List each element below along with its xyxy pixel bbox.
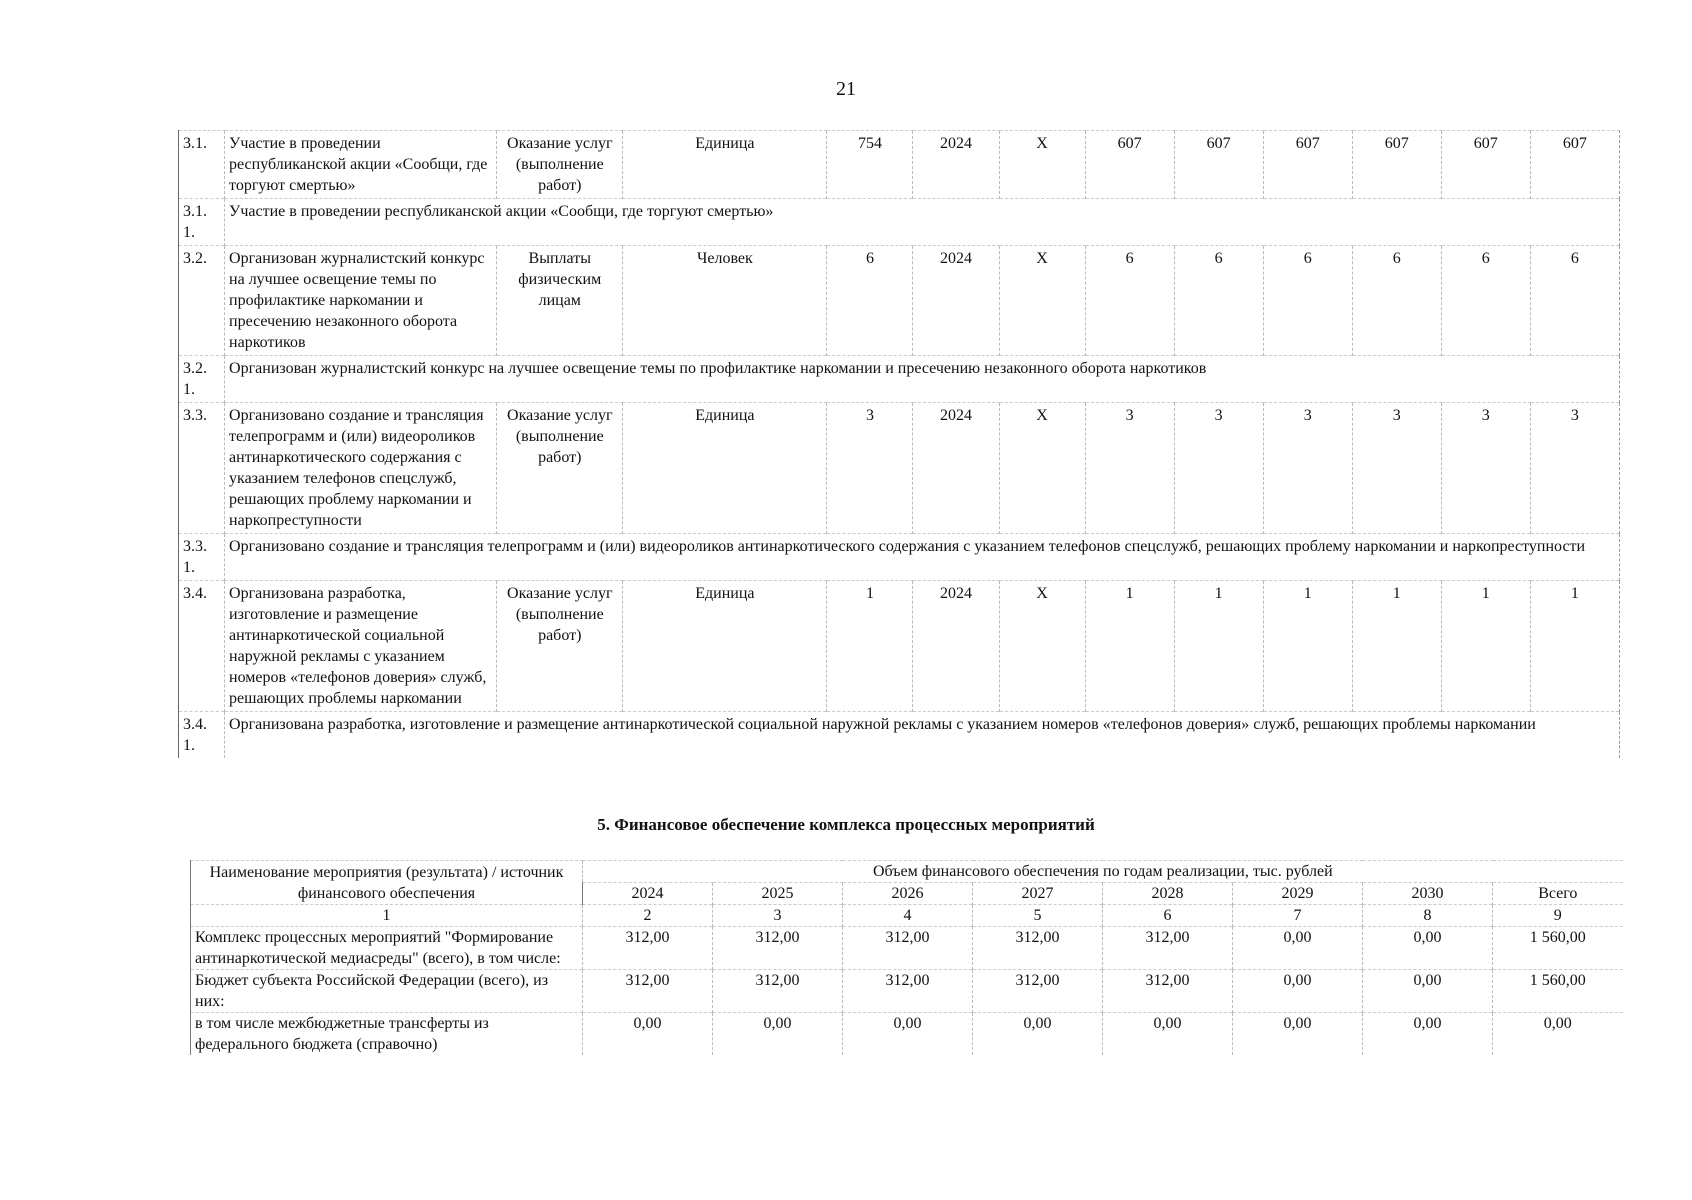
result-okei: 6 (827, 246, 913, 356)
results-table (178, 130, 1620, 758)
result-year-value: 6 (1441, 246, 1530, 356)
finance-row-name: Бюджет субъекта Российской Федерации (всего), из них: (191, 970, 583, 1013)
finance-value: 0,00 (843, 1013, 973, 1056)
finance-value: 0,00 (1493, 1013, 1623, 1056)
finance-year-header: 2028 (1103, 883, 1233, 905)
result-number: 3.3. (179, 403, 225, 534)
result-okei: 1 (827, 581, 913, 712)
finance-column-number: 6 (1103, 905, 1233, 927)
result-number: 3.1. (179, 131, 225, 199)
result-unit: Единица (623, 131, 827, 199)
finance-value: 0,00 (973, 1013, 1103, 1056)
result-year-value: 1 (1441, 581, 1530, 712)
result-row (179, 246, 1620, 356)
result-name: Организовано создание и трансляция телепрограмм и (или) видеороликов антинаркотического содержания с указанием телефонов спецслужб, решающих проблему наркомании и наркопреступности (225, 403, 497, 534)
result-base-year: 2024 (913, 246, 999, 356)
finance-year-header: 2026 (843, 883, 973, 905)
result-year-value: 1 (1174, 581, 1263, 712)
finance-year-header: 2027 (973, 883, 1103, 905)
result-subrow (179, 712, 1620, 759)
result-base-year: 2024 (913, 403, 999, 534)
finance-year-header: Всего (1493, 883, 1623, 905)
page-number: 21 (836, 78, 856, 100)
result-year-value: 3 (1352, 403, 1441, 534)
result-year-value: 3 (1085, 403, 1174, 534)
finance-column-number: 3 (713, 905, 843, 927)
result-year-value: 1 (1530, 581, 1619, 712)
subresult-number: 3.2. 1. (179, 356, 225, 403)
result-number: 3.4. (179, 581, 225, 712)
finance-value: 0,00 (1103, 1013, 1233, 1056)
result-type: Оказание услуг (выполнение работ) (497, 403, 623, 534)
result-unit: Единица (623, 403, 827, 534)
result-year-value: 3 (1174, 403, 1263, 534)
finance-column-number: 9 (1493, 905, 1623, 927)
finance-year-header: 2030 (1363, 883, 1493, 905)
finance-column-number: 5 (973, 905, 1103, 927)
finance-value: 312,00 (1103, 970, 1233, 1013)
finance-value: 312,00 (973, 970, 1103, 1013)
result-year-value: 3 (1441, 403, 1530, 534)
finance-value: 0,00 (1363, 1013, 1493, 1056)
finance-row-name: Комплекс процессных мероприятий "Формирование антинаркотической медиасреды" (всего), в том числе: (191, 927, 583, 970)
result-year-value: 1 (1263, 581, 1352, 712)
finance-value: 0,00 (1233, 1013, 1363, 1056)
result-year-value: 607 (1530, 131, 1619, 199)
finance-value: 312,00 (713, 970, 843, 1013)
result-type: Оказание услуг (выполнение работ) (497, 131, 623, 199)
result-unit: Человек (623, 246, 827, 356)
finance-value: 312,00 (583, 927, 713, 970)
finance-column-number: 1 (191, 905, 583, 927)
result-type: Выплаты физическим лицам (497, 246, 623, 356)
finance-value: 1 560,00 (1493, 927, 1623, 970)
result-year-value: 1 (1085, 581, 1174, 712)
result-subrow (179, 199, 1620, 246)
finance-table (190, 860, 1623, 1055)
result-base-value: X (999, 581, 1085, 712)
finance-value: 0,00 (1363, 970, 1493, 1013)
finance-value: 1 560,00 (1493, 970, 1623, 1013)
result-unit: Единица (623, 581, 827, 712)
result-row (179, 131, 1620, 199)
finance-value: 312,00 (973, 927, 1103, 970)
result-year-value: 607 (1263, 131, 1352, 199)
finance-value: 0,00 (713, 1013, 843, 1056)
subresult-number: 3.4. 1. (179, 712, 225, 759)
result-year-value: 1 (1352, 581, 1441, 712)
subresult-text: Организован журналистский конкурс на лучшее освещение темы по профилактике наркомании и пресечению незаконного оборота наркотиков (225, 356, 1620, 403)
finance-row (191, 1013, 1623, 1056)
subresult-number: 3.3. 1. (179, 534, 225, 581)
finance-value: 0,00 (1233, 970, 1363, 1013)
result-year-value: 3 (1263, 403, 1352, 534)
finance-value: 312,00 (713, 927, 843, 970)
finance-row (191, 927, 1623, 970)
subresult-number: 3.1. 1. (179, 199, 225, 246)
subresult-text: Организовано создание и трансляция телепрограмм и (или) видеороликов антинаркотического содержания с указанием телефонов спецслужб, решающих проблему наркомании и наркопреступности (225, 534, 1620, 581)
subresult-text: Организована разработка, изготовление и размещение антинаркотической социальной наружной рекламы с указанием номеров «телефонов доверия» служб, решающих проблемы наркомании (225, 712, 1620, 759)
finance-header-name: Наименование мероприятия (результата) / источник финансового обеспечения (191, 861, 583, 905)
result-name: Организован журналистский конкурс на лучшее освещение темы по профилактике наркомании и пресечению незаконного оборота наркотиков (225, 246, 497, 356)
result-year-value: 6 (1085, 246, 1174, 356)
result-subrow (179, 534, 1620, 581)
result-base-year: 2024 (913, 581, 999, 712)
result-name: Участие в проведении республиканской акции «Сообщи, где торгуют смертью» (225, 131, 497, 199)
finance-value: 312,00 (583, 970, 713, 1013)
result-year-value: 6 (1174, 246, 1263, 356)
finance-row-name: в том числе межбюджетные трансферты из федерального бюджета (справочно) (191, 1013, 583, 1056)
result-year-value: 607 (1441, 131, 1530, 199)
result-year-value: 3 (1530, 403, 1619, 534)
finance-column-number: 2 (583, 905, 713, 927)
result-base-value: X (999, 403, 1085, 534)
finance-column-number: 4 (843, 905, 973, 927)
result-name: Организована разработка, изготовление и размещение антинаркотической социальной наружной рекламы с указанием номеров «телефонов доверия» служб, решающих проблемы наркомании (225, 581, 497, 712)
finance-year-header: 2024 (583, 883, 713, 905)
finance-section-title: 5. Финансовое обеспечение комплекса процессных мероприятий (597, 815, 1095, 834)
finance-row (191, 970, 1623, 1013)
result-year-value: 6 (1530, 246, 1619, 356)
subresult-text: Участие в проведении республиканской акции «Сообщи, где торгуют смертью» (225, 199, 1620, 246)
result-number: 3.2. (179, 246, 225, 356)
result-base-year: 2024 (913, 131, 999, 199)
finance-year-header: 2029 (1233, 883, 1363, 905)
result-year-value: 6 (1263, 246, 1352, 356)
result-okei: 3 (827, 403, 913, 534)
finance-column-number: 8 (1363, 905, 1493, 927)
finance-value: 0,00 (1233, 927, 1363, 970)
finance-value: 312,00 (843, 970, 973, 1013)
result-okei: 754 (827, 131, 913, 199)
finance-column-number: 7 (1233, 905, 1363, 927)
result-year-value: 607 (1085, 131, 1174, 199)
finance-value: 0,00 (1363, 927, 1493, 970)
result-base-value: X (999, 246, 1085, 356)
finance-year-header: 2025 (713, 883, 843, 905)
result-type: Оказание услуг (выполнение работ) (497, 581, 623, 712)
result-year-value: 607 (1174, 131, 1263, 199)
result-subrow (179, 356, 1620, 403)
result-year-value: 607 (1352, 131, 1441, 199)
result-row (179, 403, 1620, 534)
result-base-value: X (999, 131, 1085, 199)
result-row (179, 581, 1620, 712)
result-year-value: 6 (1352, 246, 1441, 356)
finance-value: 312,00 (1103, 927, 1233, 970)
finance-value: 0,00 (583, 1013, 713, 1056)
finance-value: 312,00 (843, 927, 973, 970)
finance-header-group: Объем финансового обеспечения по годам реализации, тыс. рублей (583, 861, 1623, 883)
